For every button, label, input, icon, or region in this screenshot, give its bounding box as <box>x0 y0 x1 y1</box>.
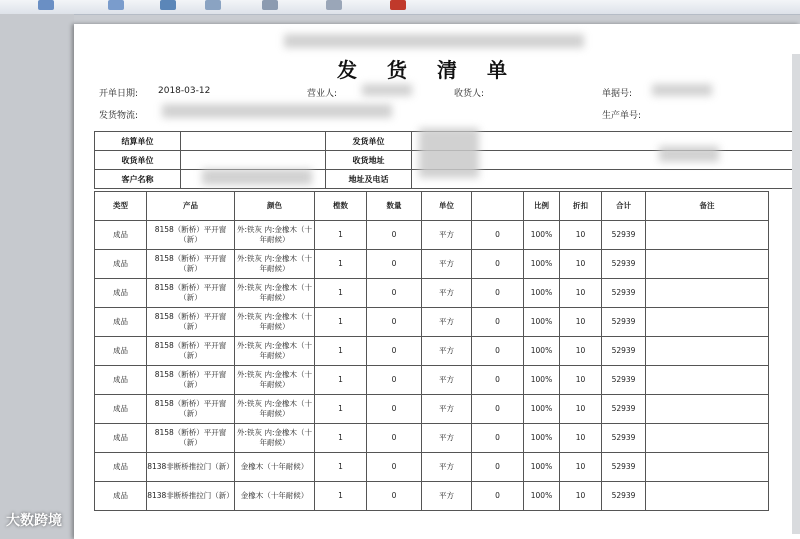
redacted-address <box>659 146 719 162</box>
cell-qty: 0 <box>367 279 422 308</box>
cell-color: 外:铁灰 内:金橡木（十年耐候） <box>235 279 315 308</box>
redacted-shipping-unit <box>419 128 479 178</box>
cell-col7: 0 <box>472 221 524 250</box>
redacted-logistics <box>162 104 392 118</box>
cell-count: 1 <box>315 337 367 366</box>
items-table <box>94 191 769 511</box>
cell-unit: 平方 <box>422 395 472 424</box>
cell-total: 52939 <box>602 221 646 250</box>
cell-col7: 0 <box>472 395 524 424</box>
document-page <box>74 24 800 539</box>
cell-note <box>646 221 769 250</box>
table-row <box>95 395 769 424</box>
cell-product: 8158（断桥）平开窗（新） <box>147 337 235 366</box>
table-row <box>95 337 769 366</box>
cell-discount: 10 <box>560 366 602 395</box>
cell-color: 外:铁灰 内:金橡木（十年耐候） <box>235 337 315 366</box>
cell-qty: 0 <box>367 366 422 395</box>
cell-ratio: 100% <box>524 250 560 279</box>
cell-unit: 平方 <box>422 308 472 337</box>
table-row <box>95 250 769 279</box>
cell-type: 成品 <box>95 453 147 482</box>
save-icon[interactable] <box>38 0 54 10</box>
cell-discount: 10 <box>560 308 602 337</box>
address-phone-label: 地址及电话 <box>326 170 412 189</box>
column-header: 折扣 <box>560 192 602 221</box>
cell-unit: 平方 <box>422 366 472 395</box>
cell-total: 52939 <box>602 279 646 308</box>
cell-count: 1 <box>315 308 367 337</box>
cell-total: 52939 <box>602 395 646 424</box>
cell-ratio: 100% <box>524 221 560 250</box>
cell-count: 1 <box>315 250 367 279</box>
export-icon[interactable] <box>108 0 124 10</box>
cell-note <box>646 482 769 511</box>
cell-col7: 0 <box>472 279 524 308</box>
cell-unit: 平方 <box>422 424 472 453</box>
cell-color: 外:铁灰 内:金橡木（十年耐候） <box>235 308 315 337</box>
cell-color: 金橡木（十年耐候） <box>235 482 315 511</box>
date-label: 开单日期: <box>99 89 139 99</box>
customer-name-label: 客户名称 <box>95 170 181 189</box>
receiving-unit-label: 收货单位 <box>95 151 181 170</box>
cell-product: 8158（断桥）平开窗（新） <box>147 308 235 337</box>
logistics-label: 发货物流: <box>99 111 139 121</box>
cell-col7: 0 <box>472 453 524 482</box>
cell-col7: 0 <box>472 424 524 453</box>
cell-note <box>646 279 769 308</box>
cell-note <box>646 424 769 453</box>
redacted-customer <box>202 169 312 185</box>
cell-type: 成品 <box>95 337 147 366</box>
receiving-address-label: 收货地址 <box>326 151 412 170</box>
column-header: 樘数 <box>315 192 367 221</box>
cell-color: 外:铁灰 内:金橡木（十年耐候） <box>235 250 315 279</box>
cell-type: 成品 <box>95 279 147 308</box>
table-row <box>95 366 769 395</box>
cell-qty: 0 <box>367 453 422 482</box>
column-header: 合计 <box>602 192 646 221</box>
cell-unit: 平方 <box>422 221 472 250</box>
redacted-salesperson <box>362 84 412 96</box>
cell-type: 成品 <box>95 308 147 337</box>
column-header: 颜色 <box>235 192 315 221</box>
cell-product: 8158（断桥）平开窗（新） <box>147 395 235 424</box>
cell-discount: 10 <box>560 221 602 250</box>
cell-total: 52939 <box>602 366 646 395</box>
date-value: 2018-03-12 <box>158 86 211 96</box>
cell-discount: 10 <box>560 250 602 279</box>
column-header: 数量 <box>367 192 422 221</box>
redacted-order-no <box>652 84 712 96</box>
receiver-label: 收货人: <box>454 89 485 99</box>
cell-count: 1 <box>315 395 367 424</box>
cell-type: 成品 <box>95 366 147 395</box>
cell-count: 1 <box>315 221 367 250</box>
cell-count: 1 <box>315 424 367 453</box>
cell-qty: 0 <box>367 250 422 279</box>
cell-type: 成品 <box>95 221 147 250</box>
table-header-row <box>95 192 769 221</box>
cell-count: 1 <box>315 279 367 308</box>
cell-total: 52939 <box>602 250 646 279</box>
cell-total: 52939 <box>602 308 646 337</box>
table-row <box>95 221 769 250</box>
cell-qty: 0 <box>367 482 422 511</box>
cell-discount: 10 <box>560 453 602 482</box>
cell-ratio: 100% <box>524 482 560 511</box>
cell-ratio: 100% <box>524 308 560 337</box>
cell-ratio: 100% <box>524 279 560 308</box>
table-row <box>95 424 769 453</box>
column-header: 单位 <box>422 192 472 221</box>
column-header <box>472 192 524 221</box>
cell-type: 成品 <box>95 482 147 511</box>
cell-color: 金橡木（十年耐候） <box>235 453 315 482</box>
cell-unit: 平方 <box>422 453 472 482</box>
cell-unit: 平方 <box>422 250 472 279</box>
cell-type: 成品 <box>95 395 147 424</box>
cell-total: 52939 <box>602 453 646 482</box>
cell-discount: 10 <box>560 395 602 424</box>
cell-discount: 10 <box>560 424 602 453</box>
cell-ratio: 100% <box>524 424 560 453</box>
cell-discount: 10 <box>560 279 602 308</box>
cell-product: 8158（断桥）平开窗（新） <box>147 366 235 395</box>
cell-count: 1 <box>315 366 367 395</box>
preview-icon[interactable] <box>262 0 278 10</box>
settlement-unit-value <box>181 132 326 151</box>
cell-count: 1 <box>315 453 367 482</box>
cell-unit: 平方 <box>422 482 472 511</box>
refresh-icon[interactable] <box>160 0 176 10</box>
cell-qty: 0 <box>367 221 422 250</box>
cell-ratio: 100% <box>524 453 560 482</box>
cell-total: 52939 <box>602 337 646 366</box>
cell-color: 外:铁灰 内:金橡木（十年耐候） <box>235 424 315 453</box>
cell-product: 8158（断桥）平开窗（新） <box>147 279 235 308</box>
cell-ratio: 100% <box>524 395 560 424</box>
workspace-background <box>0 14 74 539</box>
close-icon[interactable] <box>390 0 406 10</box>
table-row <box>95 308 769 337</box>
pointer-icon[interactable] <box>326 0 342 10</box>
cell-qty: 0 <box>367 424 422 453</box>
cell-color: 外:铁灰 内:金橡木（十年耐候） <box>235 221 315 250</box>
cell-col7: 0 <box>472 250 524 279</box>
cell-product: 8158（断桥）平开窗（新） <box>147 221 235 250</box>
cell-qty: 0 <box>367 337 422 366</box>
watermark: 大数跨境 <box>6 513 62 529</box>
column-header: 备注 <box>646 192 769 221</box>
cell-type: 成品 <box>95 250 147 279</box>
cell-unit: 平方 <box>422 279 472 308</box>
column-header: 比例 <box>524 192 560 221</box>
cell-unit: 平方 <box>422 337 472 366</box>
cell-note <box>646 337 769 366</box>
redacted-company <box>284 34 584 48</box>
scrollbar[interactable] <box>792 54 800 534</box>
toolbar <box>0 0 800 15</box>
cell-col7: 0 <box>472 482 524 511</box>
cell-count: 1 <box>315 482 367 511</box>
cell-col7: 0 <box>472 337 524 366</box>
column-header: 产品 <box>147 192 235 221</box>
cell-note <box>646 308 769 337</box>
cell-discount: 10 <box>560 337 602 366</box>
cell-note <box>646 250 769 279</box>
cell-color: 外:铁灰 内:金橡木（十年耐候） <box>235 366 315 395</box>
cell-product: 8158（断桥）平开窗（新） <box>147 424 235 453</box>
setup-icon[interactable] <box>205 0 221 10</box>
settlement-unit-label: 结算单位 <box>95 132 181 151</box>
cell-total: 52939 <box>602 482 646 511</box>
cell-total: 52939 <box>602 424 646 453</box>
cell-ratio: 100% <box>524 366 560 395</box>
cell-product: 8138非断桥推拉门（新） <box>147 482 235 511</box>
cell-ratio: 100% <box>524 337 560 366</box>
table-row <box>95 279 769 308</box>
cell-col7: 0 <box>472 366 524 395</box>
order-no-label: 单据号: <box>602 89 633 99</box>
cell-qty: 0 <box>367 308 422 337</box>
table-row <box>95 453 769 482</box>
receiving-unit-value <box>181 151 326 170</box>
cell-color: 外:铁灰 内:金橡木（十年耐候） <box>235 395 315 424</box>
column-header: 类型 <box>95 192 147 221</box>
salesperson-label: 营业人: <box>307 89 338 99</box>
cell-product: 8138非断桥推拉门（新） <box>147 453 235 482</box>
cell-note <box>646 395 769 424</box>
page-title: 发货清单 <box>337 58 537 82</box>
cell-note <box>646 366 769 395</box>
table-row <box>95 482 769 511</box>
cell-col7: 0 <box>472 308 524 337</box>
production-no-label: 生产单号: <box>602 111 642 121</box>
cell-product: 8158（断桥）平开窗（新） <box>147 250 235 279</box>
cell-qty: 0 <box>367 395 422 424</box>
cell-note <box>646 453 769 482</box>
cell-type: 成品 <box>95 424 147 453</box>
cell-discount: 10 <box>560 482 602 511</box>
shipping-unit-label: 发货单位 <box>326 132 412 151</box>
